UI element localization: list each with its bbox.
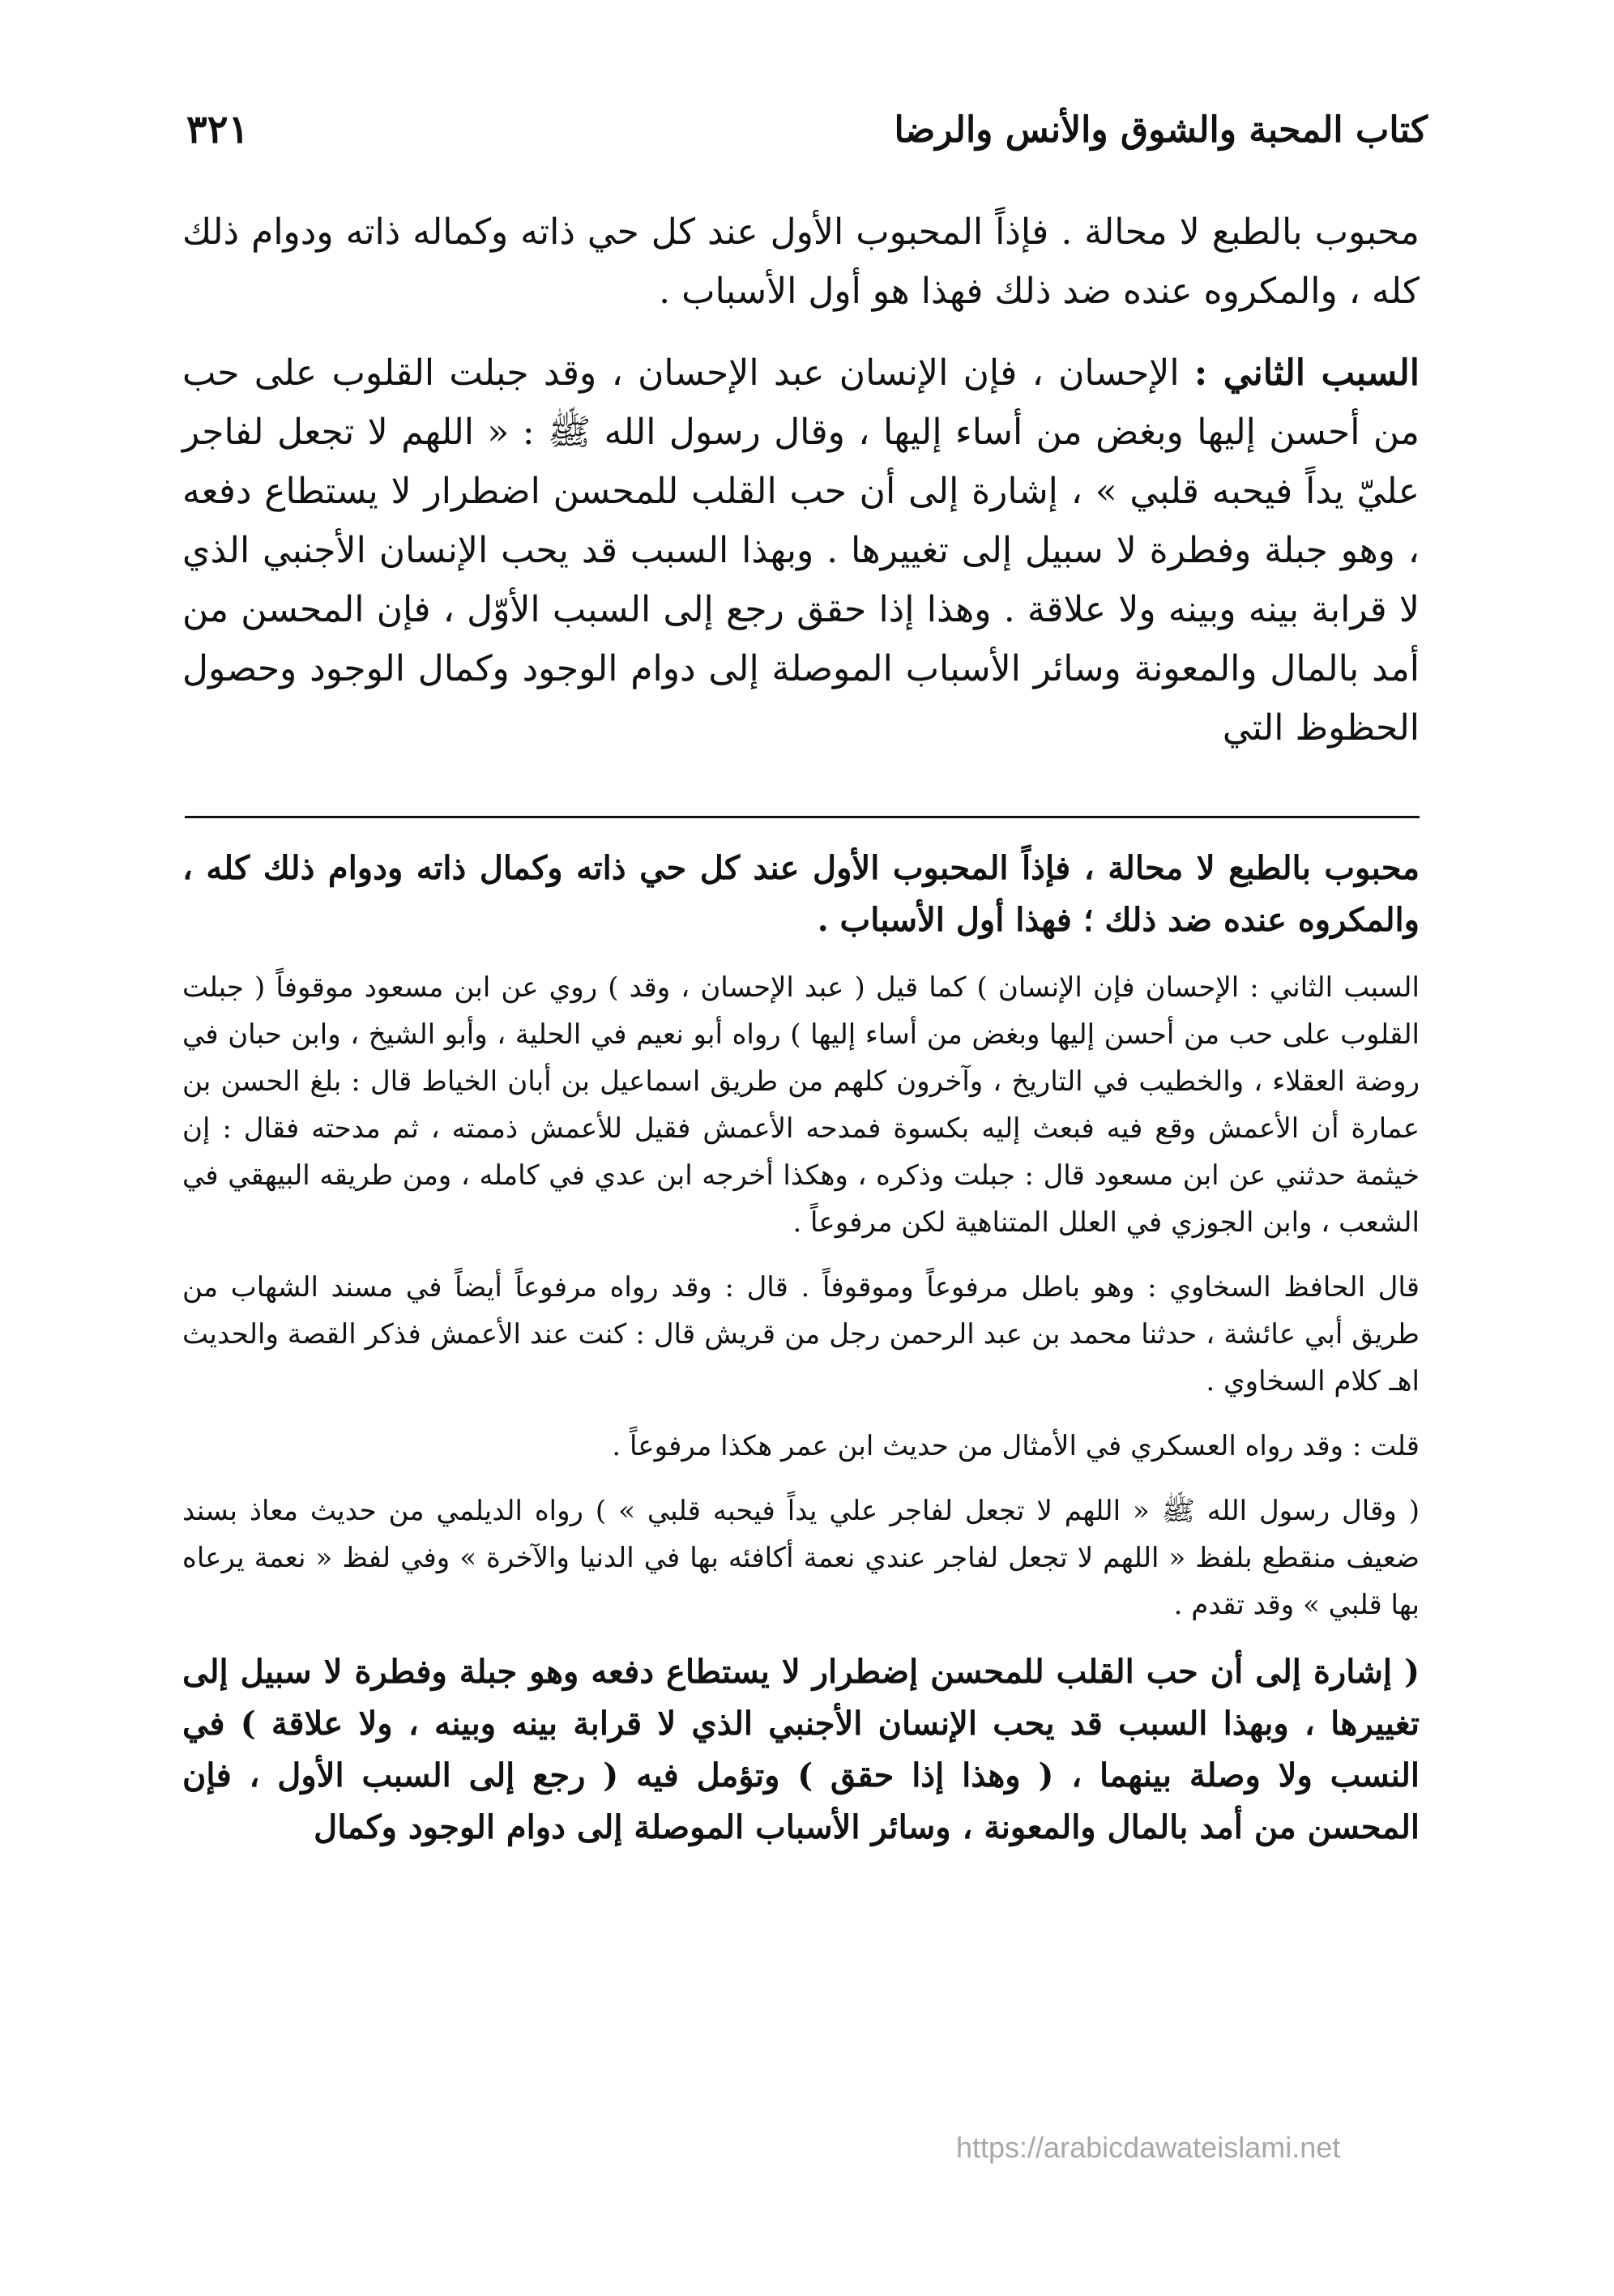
section-divider bbox=[185, 816, 1420, 818]
commentary-block: قال الحافظ السخاوي : وهو باطل مرفوعاً وموقوفاً . قال : وقد رواه مرفوعاً أيضاً في مسند الشهاب من طريق أبي عائشة ، حدثنا محمد بن عبد الرحمن رجل من قريش قال : كنت عند الأعمش فذكر القصة والحديث اهـ كلام السخاوي . bbox=[182, 1271, 1420, 1398]
watermark-url: https://arabicdawateislami.net bbox=[956, 2131, 1341, 2164]
paragraph-body: محبوب بالطبع لا محالة . فإذاً المحبوب الأول عند كل حي ذاته وكماله ذاته ودوام ذلك كله ، والمكروه عنده ضد ذلك فهذا هو أول الأسباب . bbox=[182, 211, 1420, 312]
commentary-block: ( وقال رسول الله ﷺ « اللهم لا تجعل لفاجر علي يداً فيحبه قلبي » ) رواه الديلمي من حديث معاذ بسند ضعيف منقطع بلفظ « اللهم لا تجعل لفاجر عندي نعمة أكافئه بها في الدنيا والآخرة » وفي لفظ « نعمة يرعاه بها قلبي » وقد تقدم . bbox=[182, 1495, 1420, 1621]
page-number: ٣٢١ bbox=[186, 107, 250, 152]
commentary-section bbox=[182, 843, 1420, 1854]
running-title: كتاب المحبة والشوق والأنس والرضا bbox=[894, 109, 1428, 151]
paragraph-body: الإحسان ، فإن الإنسان عبد الإحسان ، وقد جبلت القلوب على حب من أحسن إليها وبغض من أساء إليها ، وقال رسول الله ﷺ : « اللهم لا تجعل لفاجر عليّ يداً فيحبه قلبي » ، إشارة إلى أن حب القلب للمحسن اضطرار لا يستطاع دفعه ، وهو جبلة وفطرة لا سبيل إلى تغييرها . وبهذا السبب قد يحب الإنسان الأجنبي الذي لا قرابة بينه وبينه ولا علاقة . وهذا إذا حقق رجع إلى السبب الأوّل ، فإن المحسن من أمد بالمال والمعونة وسائر الأسباب الموصلة إلى دوام الوجود وكمال الوجود وحصول الحظوظ التي bbox=[182, 352, 1420, 749]
commentary-block: محبوب بالطبع لا محالة ، فإذاً المحبوب الأول عند كل حي ذاته وكمال ذاته ودوام ذلك كله ، والمكروه عنده ضد ذلك ؛ فهذا أول الأسباب . bbox=[182, 849, 1420, 939]
main-paragraph bbox=[182, 344, 1420, 758]
main-paragraph bbox=[182, 203, 1420, 321]
commentary-block: قلت : وقد رواه العسكري في الأمثال من حديث ابن عمر هكذا مرفوعاً . bbox=[612, 1430, 1420, 1462]
main-text bbox=[182, 203, 1420, 780]
commentary-block: السبب الثاني : الإحسان فإن الإنسان ) كما قيل ( عبد الإحسان ، وقد ) روي عن ابن مسعود موقوفاً ( جبلت القلوب على حب من أحسن إليها وبغض من أساء إليها ) رواه أبو نعيم في الحلية ، وأبو الشيخ ، وابن حبان في روضة العقلاء ، والخطيب في التاريخ ، وآخرون كلهم من طريق اسماعيل بن أبان الخياط قال : بلغ الحسن بن عمارة أن الأعمش وقع فيه فبعث إليه بكسوة فمدحه الأعمش فقيل للأعمش ذممته ، ثم مدحته فقال : إن خيثمة حدثني عن ابن مسعود قال : جبلت وذكره ، وهكذا أخرجه ابن عدي في كامله ، ومن طريقه البيهقي في الشعب ، وابن الجوزي في العلل المتناهية لكن مرفوعاً . bbox=[182, 971, 1420, 1239]
page-header bbox=[186, 97, 1428, 162]
paragraph-lead: السبب الثاني : bbox=[1193, 352, 1420, 394]
commentary-block: ( إشارة إلى أن حب القلب للمحسن إضطرار لا يستطاع دفعه وهو جبلة وفطرة لا سبيل إلى تغييرها ، وبهذا السبب قد يحب الإنسان الأجنبي الذي لا قرابة بينه وبينه ، ولا علاقة ) في النسب ولا وصلة بينهما ، ( وهذا إذا حقق ) وتؤمل فيه ( رجع إلى السبب الأول ، فإن المحسن من أمد بالمال والمعونة ، وسائر الأسباب الموصلة إلى دوام الوجود وكمال bbox=[182, 1653, 1420, 1846]
